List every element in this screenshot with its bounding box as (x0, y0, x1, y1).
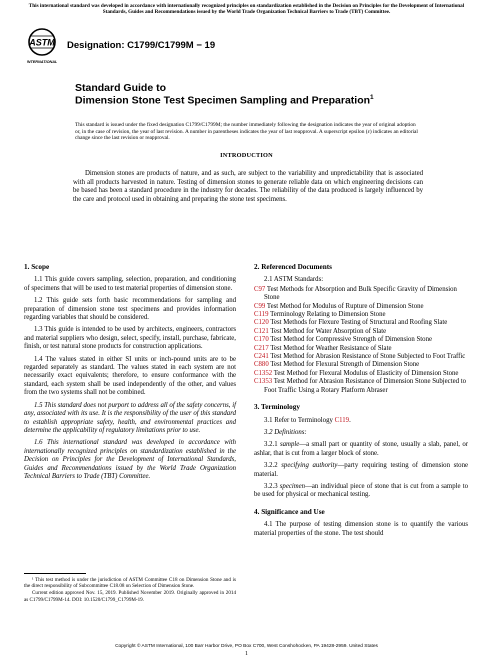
reference-item (254, 353, 468, 361)
ref-title: Test Method for Compressive Strength of Dimension Stone (270, 336, 433, 344)
definition-text: —a small part or quantity of stone, usually a slab, panel, or ashlar, that is cut from a larger block of stone. (254, 441, 468, 457)
ref-title: Test Method for Weather Resistance of Slate (270, 344, 392, 352)
significance-heading: 4. Significance and Use (254, 507, 325, 516)
definition-text: —party requiring testing of dimension stone material. (254, 462, 468, 478)
terminology-3-1 (254, 417, 468, 425)
left-column (24, 263, 236, 485)
terminology-3-1-suffix: . (349, 416, 351, 424)
title-footnote-mark: 1 (370, 94, 374, 101)
issued-note: This standard is issued under the fixed designation C1799/C1799M; the number immediately following the designation indicates the year of original adoption or, in the case of revision, the year of last revision. A number in parentheses indicates the year of last reapproval. A superscript epsilon (ε) indicates an editorial change since the last revision or reapproval. (75, 122, 418, 142)
wto-notice: This international standard was developed in accordance with internationally recognized principles on standardization established in the Decision on Principles for the Development of International Standards, Guides and Recommendations issued by the World Trade Organization Technical Barriers to Trade (TBT) Committee. (28, 3, 465, 16)
ref-title: Test Method for Modulus of Rupture of Dimension Stone (266, 302, 424, 310)
title-text: Dimension Stone Test Specimen Sampling and Preparation (75, 94, 371, 107)
astm-standards-subheading (254, 276, 468, 284)
scope-1-2: 1.2 This guide sets forth basic recommendations for sampling and preparation of dimension stone test specimens and provides information regarding variables that should be considered. (24, 297, 236, 322)
ref-title: Test Method for Water Absorption of Slate (270, 327, 387, 335)
ref-code-link[interactable]: C880 (254, 361, 269, 369)
page-number: 1 (245, 651, 248, 657)
ref-title: Test Method for Abrasion Resistance of Stone Subjected to Foot Traffic (270, 353, 466, 361)
definition-sample (254, 441, 468, 458)
terminology-heading: 3. Terminology (254, 403, 300, 412)
introduction-heading: INTRODUCTION (220, 152, 273, 159)
right-column (254, 263, 468, 542)
scope-1-3: 1.3 This guide is intended to be used by architects, engineers, contractors and material suppliers who design, select, specify, install, purchase, fabricate, finish, or test natural stone products for construction applications. (24, 326, 236, 351)
copyright-line: Copyright © ASTM International, 100 Barr Harbor Drive, PO Box C700, West Conshohocken, PA 19428-2959. United States (115, 644, 378, 649)
ref-code-link[interactable]: C119 (254, 311, 269, 319)
reference-item (254, 328, 468, 336)
ref-code-link[interactable]: C121 (254, 327, 269, 335)
ref-title: Test Method for Flexural Strength of Dimension Stone (270, 361, 420, 369)
ref-code-link[interactable]: C1353 (254, 378, 273, 386)
scope-1-6: 1.6 This international standard was developed in accordance with internationally recognized principles on standardization established in the Decision on Principles for the Development of International Standards, Guides and Recommendations issued by the World Trade Organization Technical Barriers to Trade (TBT) Committee. (24, 439, 236, 480)
reference-item (254, 361, 468, 369)
reference-item (254, 378, 468, 395)
referenced-documents-heading: 2. Referenced Documents (254, 263, 332, 271)
ref-title: Terminology Relating to Dimension Stone (270, 311, 386, 319)
astm-logo (27, 27, 57, 65)
standard-title (75, 94, 374, 107)
definition-term: specifying authority (281, 462, 338, 470)
c119-link[interactable]: C119 (334, 416, 350, 424)
reference-item (254, 311, 468, 319)
footnotes (24, 577, 236, 604)
reference-item (254, 303, 468, 311)
reference-item (254, 336, 468, 344)
reference-item (254, 286, 468, 303)
ref-title: Test Methods for Flexure Testing of Structural and Roofing Slate (270, 319, 448, 327)
reference-list (254, 286, 468, 395)
standard-type: Standard Guide to (75, 82, 167, 94)
reference-item (254, 370, 468, 378)
footnote-1: ¹ This test method is under the jurisdiction of ASTM Committee C18 on Dimension Stone and is the direct responsibility of Subcommittee C18.08 on Selection of Dimension Stone. (24, 577, 236, 590)
ref-code-link[interactable]: C1352 (254, 369, 273, 377)
scope-1-4: 1.4 The values stated in either SI units or inch-pound units are to be regarded separately as standard. The values stated in each system are not necessarily exact equivalents; therefore, to ensure conformance with the standard, each system shall be used independently of the other, and values from the two systems shall not be combined. (24, 355, 236, 397)
footnote-divider (24, 573, 86, 574)
ref-title: Test Method for Abrasion Resistance of Dimension Stone Subjected to Foot Traffic Using a Rotary Platform Abraser (264, 378, 466, 394)
definition-specimen (254, 483, 468, 500)
ref-title: Test Method for Flexural Modulus of Elasticity of Dimension Stone (273, 369, 459, 377)
footnote-edition: Current edition approved Nov. 15, 2019. Published November 2019. Originally approved in 2014 as C1799/C1799M-14. DOI: 10.1520/C1799_C1799M-19. (24, 590, 236, 603)
terminology-3-2: 3.2 Definitions: (264, 428, 307, 436)
definition-number: 3.2.2 (264, 462, 278, 470)
logo-text: ASTM (29, 37, 55, 48)
reference-item (254, 319, 468, 327)
definition-number: 3.2.1 (264, 441, 278, 449)
definition-specifying-authority (254, 462, 468, 479)
definition-text: —an individual piece of stone that is cut from a sample to be used for physical or mechanical testing. (254, 482, 468, 499)
scope-1-5: 1.5 This standard does not purport to address all of the safety concerns, if any, associated with its use. It is the responsibility of the user of this standard to establish appropriate safety, health, and environmental practices and determine the applicability of regulatory limitations prior to use. (24, 401, 236, 434)
logo-subtext: INTERNATIONAL (27, 60, 57, 64)
ref-code-link[interactable]: C99 (254, 302, 266, 310)
ref-code-link[interactable]: C97 (254, 285, 266, 293)
introduction-text: Dimension stones are products of nature, and as such, are subject to the variability and unpredictability that is associated with all products harvested in nature. Testing of dimension stones to generate reliable data on which engineering decisions can be based has been a standard procedure in the industry for decades. The reliability of the data produced is largely influenced by the care and protocol used in obtaining and preparing the stone test specimens. (73, 170, 423, 203)
scope-1-1: 1.1 This guide covers sampling, selection, preparation, and conditioning of specimens that will be used to test material properties of dimension stone. (24, 276, 236, 292)
astm-standards-label: 2.1 ASTM Standards: (264, 276, 324, 284)
ref-code-link[interactable]: C241 (254, 353, 269, 361)
terminology-3-1-text: 3.1 Refer to Terminology (264, 416, 335, 424)
definition-term: specimen (279, 482, 306, 490)
designation: Designation: C1799/C1799M − 19 (67, 40, 216, 51)
ref-title: Test Methods for Absorption and Bulk Specific Gravity of Dimension Stone (264, 285, 457, 302)
reference-item (254, 345, 468, 353)
ref-code-link[interactable]: C120 (254, 319, 269, 327)
ref-code-link[interactable]: C217 (254, 344, 269, 352)
definition-number: 3.2.3 (264, 482, 278, 490)
ref-code-link[interactable]: C170 (254, 336, 269, 344)
significance-4-1: 4.1 The purpose of testing dimension stone is to quantify the various material properties of the stone. The test should (254, 521, 468, 537)
scope-heading: 1. Scope (24, 263, 50, 271)
definition-term: sample (280, 441, 300, 449)
